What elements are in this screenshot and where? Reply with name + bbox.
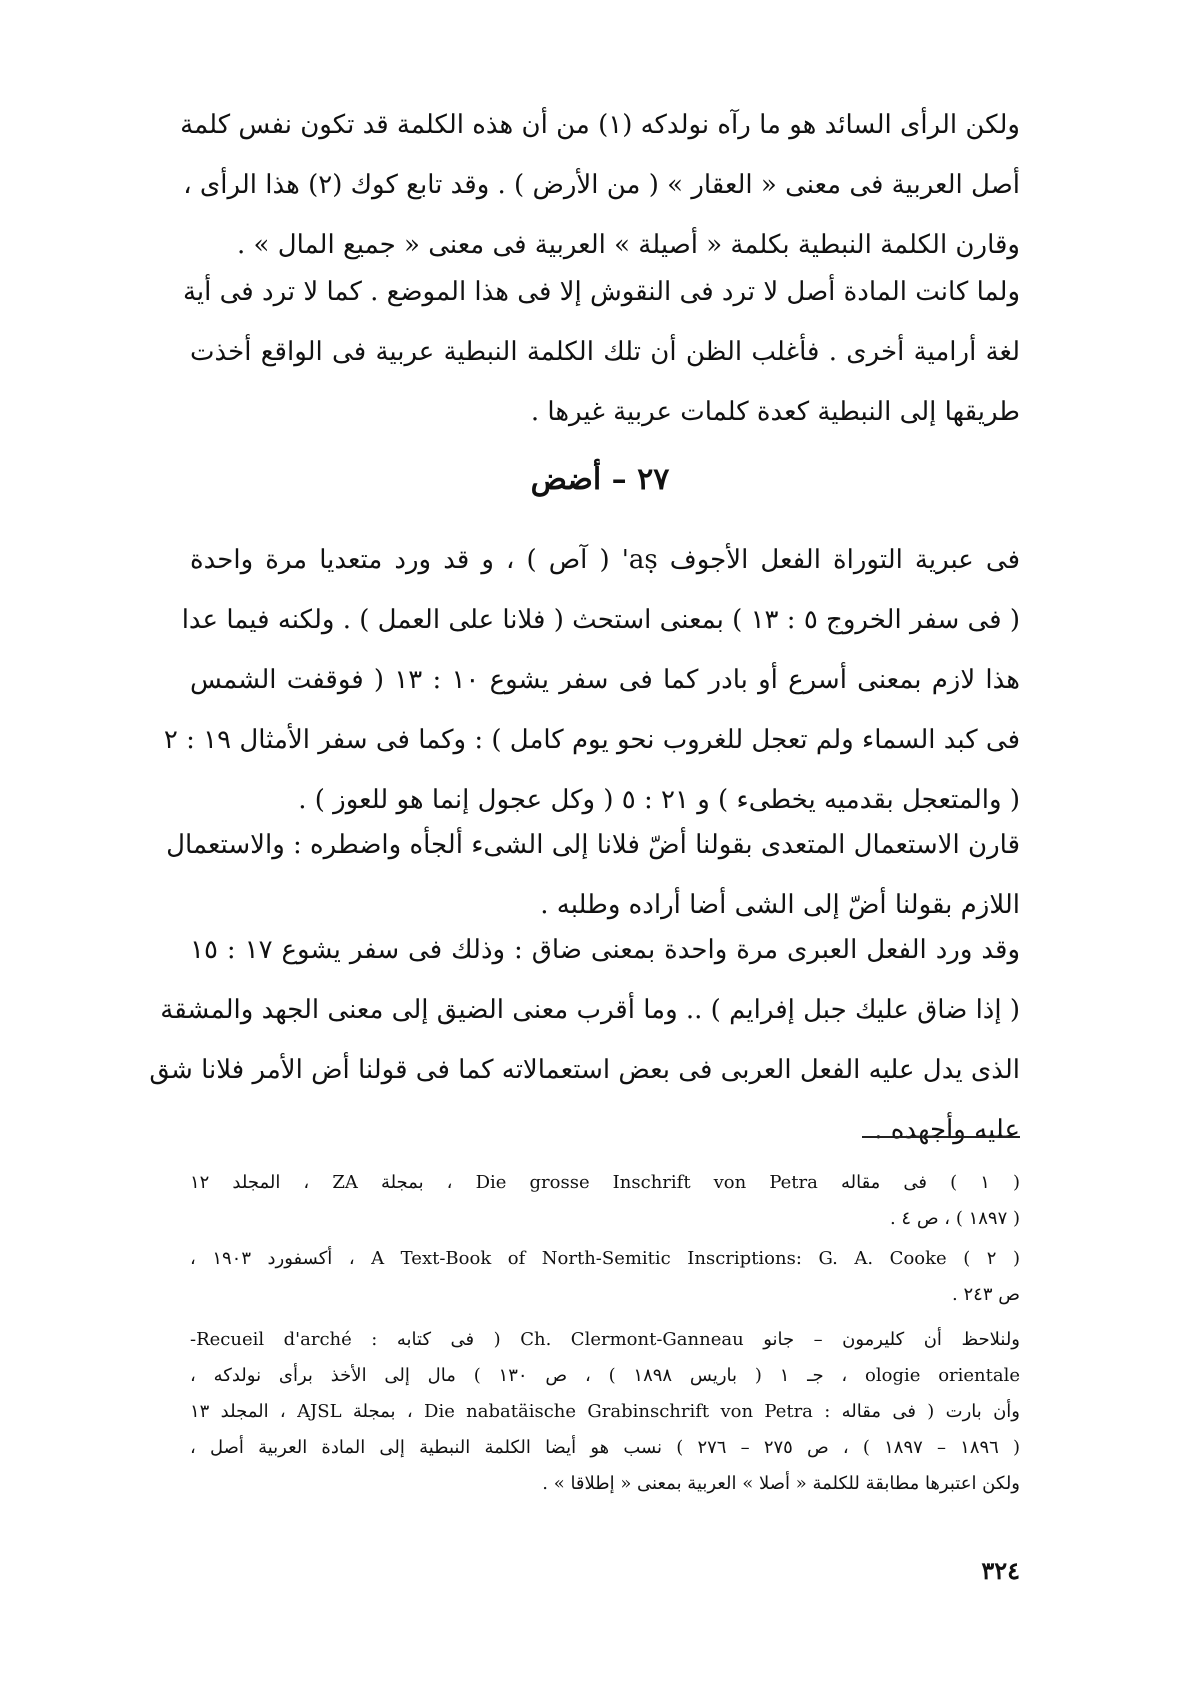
footnote-line: ( ١٨٩٦ – ١٨٩٧ ) ، ص ٢٧٥ – ٢٧٦ ) نسب هو أيضا الكلمة النبطية إلى المادة العربية أصل ، [190,1437,1021,1458]
text-line: ( والمتعجل بقدميه يخطىء ) و ٢١ : ٥ ( وكل عجول إنما هو للعوز ) . [298,785,1020,815]
footnote-3 [190,1322,1020,1502]
text-line: عليه وأجهده . [874,1115,1020,1145]
paragraph-5 [149,920,1020,1160]
footnote-line: ologie orientale ، جـ ١ ( باريس ١٨٩٨ ) ، ص ١٣٠ ) مال إلى الأخذ برأى نولدكه ، [190,1365,1021,1386]
text-line: الذى يدل عليه الفعل العربى فى بعض استعمالاته كما فى قولنا أض الأمر فلانا شق [149,1055,1020,1085]
text-line: فى عبرية التوراة الفعل الأجوف aṣ' ( آص ) ، و قد ورد متعديا مرة واحدة [190,545,1021,575]
footnote-line: ( ١ ) فى مقاله Die grosse Inschrift von Petra ، بمجلة ZA ، المجلد ١٢ [190,1172,1021,1193]
text-line: وقارن الكلمة النبطية بكلمة « أصيلة » العربية فى معنى « جميع المال » . [237,230,1020,260]
footnote-line: ولنلاحظ أن كليرمون – جانو Ch. Clermont-Ganneau ( فى كتابه : Recueil d'arché- [190,1329,1020,1350]
text-line: ( فى سفر الخروج ٥ : ١٣ ) بمعنى استحث ( فلانا على العمل ) . ولكنه فيما عدا [181,605,1020,635]
footnote-line: ولكن اعتبرها مطابقة للكلمة « أصلا » العربية بمعنى « إطلاقا » . [542,1473,1020,1494]
paragraph-3 [163,530,1021,830]
text-line: قارن الاستعمال المتعدى بقولنا أضّ فلانا إلى الشىء ألجأه واضطره : والاستعمال [166,830,1020,860]
text-line: ولما كانت المادة أصل لا ترد فى النقوش إلا فى هذا الموضع . كما لا ترد فى أية [182,277,1020,307]
paragraph-1 [180,95,1020,275]
footnote-line: ( ١٨٩٧ ) ، ص ٤ . [889,1208,1020,1229]
footnote-2 [190,1241,1020,1313]
text-line: اللازم بقولنا أضّ إلى الشى أضا أراده وطلبه . [540,890,1020,920]
text-line: وقد ورد الفعل العبرى مرة واحدة بمعنى ضاق : وذلك فى سفر يشوع ١٧ : ١٥ [190,935,1020,965]
paragraph-2 [182,262,1020,442]
text-line: فى كبد السماء ولم تعجل للغروب نحو يوم كامل ) : وكما فى سفر الأمثال ١٩ : ٢ [163,725,1020,755]
page-number: ٣٢٤ [981,1556,1020,1585]
footnote-line: ص ٢٤٣ . [952,1284,1020,1305]
footnote-line: ( ٢ ) A Text-Book of North-Semitic Inscriptions: G. A. Cooke ، أكسفورد ١٩٠٣ ، [190,1248,1021,1269]
footnote-divider [862,1136,1020,1138]
text-line: ( إذا ضاق عليك جبل إفرايم ) .. وما أقرب معنى الضيق إلى معنى الجهد والمشقة [160,995,1020,1025]
footnote-line: وأن بارت ( فى مقاله : Die nabatäische Grabinschrift von Petra ، بمجلة AJSL ، المجلد ١٣ [190,1401,1021,1422]
text-line: طريقها إلى النبطية كعدة كلمات عربية غيرها . [530,397,1020,427]
text-line: لغة أرامية أخرى . فأغلب الظن أن تلك الكلمة النبطية عربية فى الواقع أخذت [190,337,1020,367]
footnote-1 [190,1165,1020,1237]
paragraph-4 [166,815,1020,935]
text-line: أصل العربية فى معنى « العقار » ( من الأرض ) . وقد تابع كوك (٢) هذا الرأى ، [183,170,1020,200]
text-line: ولكن الرأى السائد هو ما رآه نولدكه (١) من أن هذه الكلمة قد تكون نفس كلمة [180,110,1020,140]
text-line: هذا لازم بمعنى أسرع أو بادر كما فى سفر يشوع ١٠ : ١٣ ( فوقفت الشمس [190,665,1020,695]
section-heading: ٢٧ – أضض [530,462,670,497]
